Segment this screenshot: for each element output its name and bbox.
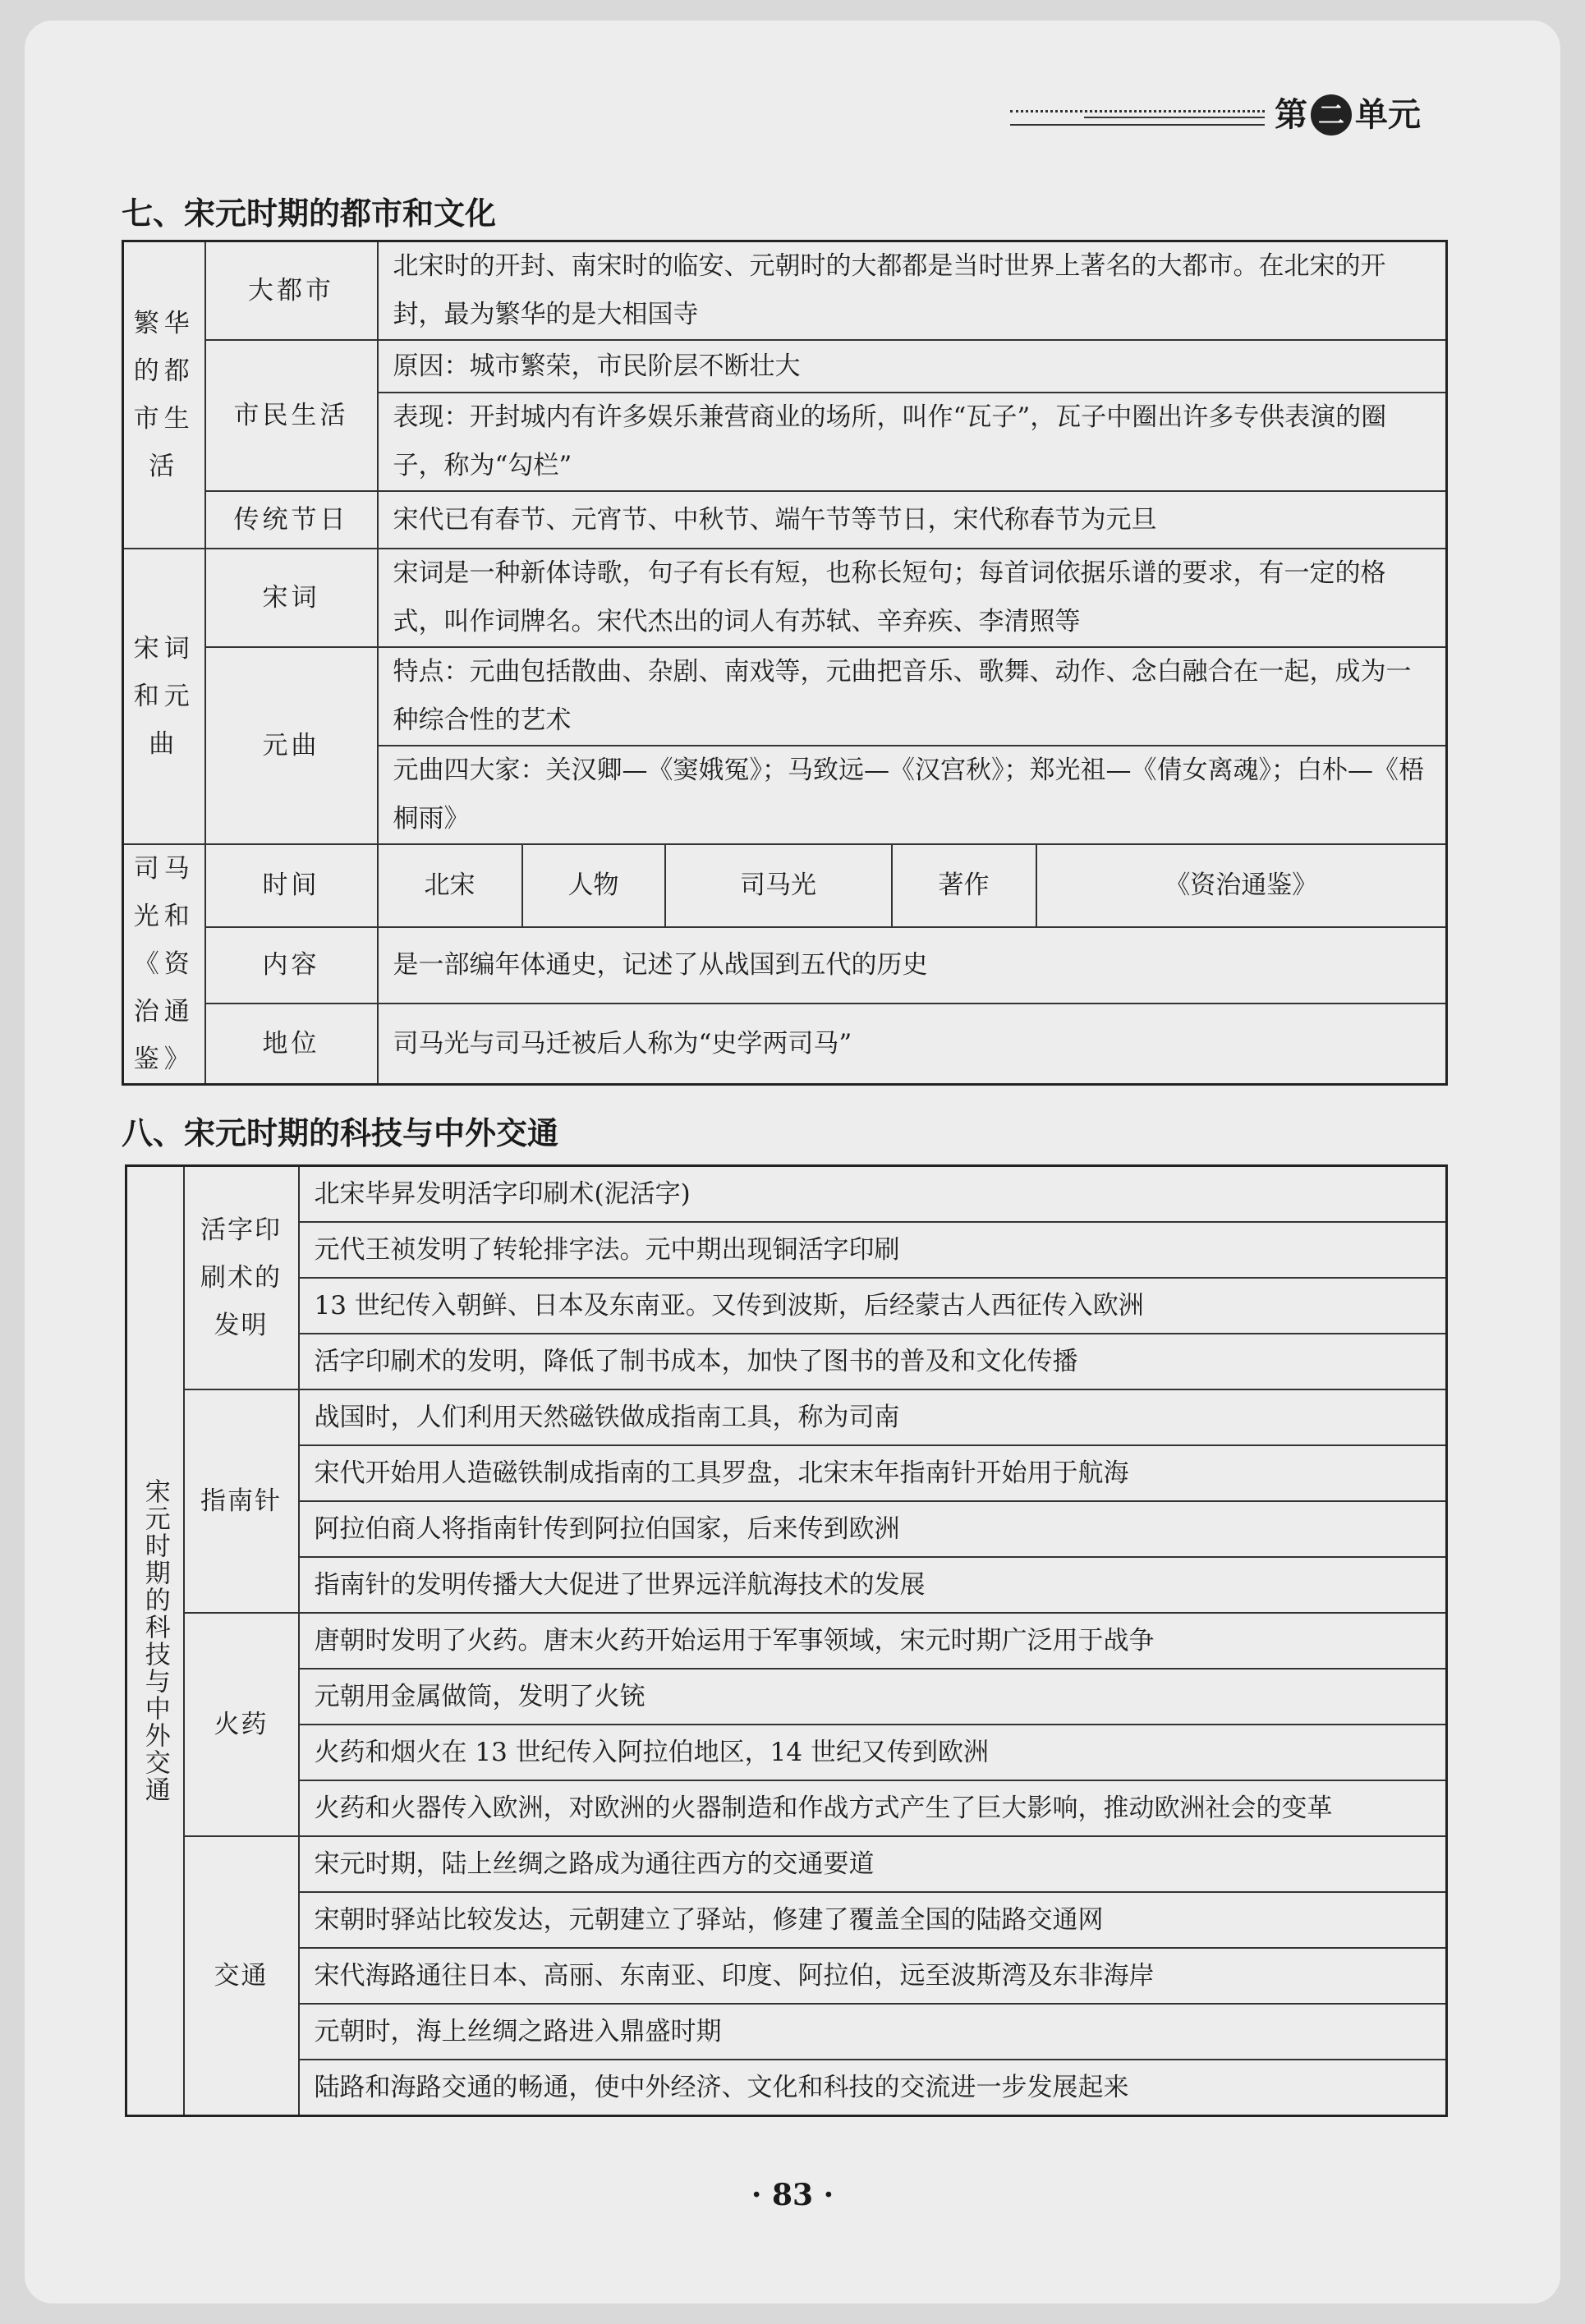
status-label: 地位 [205, 1004, 378, 1085]
transport-item: 元朝时，海上丝绸之路进入鼎盛时期 [299, 2004, 1447, 2060]
transport-item: 宋代海路通往日本、高丽、东南亚、印度、阿拉伯，远至波斯湾及东非海岸 [299, 1948, 1447, 2004]
unit-prefix: 第 [1275, 96, 1307, 134]
festival-label: 传统节日 [205, 491, 378, 549]
big-city-text: 北宋时的开封、南宋时的临安、元朝时的大都都是当时世界上著名的大都市。在北宋的开封，最为繁华的是大相国寺 [378, 241, 1447, 341]
citizen-show: 表现：开封城内有许多娱乐兼营商业的场所，叫作“瓦子”，瓦子中圈出许多专供表演的圈子，称为“勾栏” [378, 393, 1447, 491]
group-label-prosperity: 繁华的都市生活 [123, 241, 205, 549]
work-value: 《资治通鉴》 [1036, 844, 1447, 927]
transport-item: 宋朝时驿站比较发达，元朝建立了驿站，修建了覆盖全国的陆路交通网 [299, 1892, 1447, 1948]
content-label: 内容 [205, 927, 378, 1004]
page-number: · 83 · [751, 2178, 834, 2212]
unit-title [1275, 92, 1421, 138]
group-label-transport: 交通 [184, 1836, 299, 2116]
citizen-label: 市民生活 [205, 340, 378, 491]
time-value: 北宋 [378, 844, 522, 927]
group-label-printing: 活字印刷术的发明 [184, 1166, 299, 1390]
printing-item: 13 世纪传入朝鲜、日本及东南亚。又传到波斯，后经蒙古人西征传入欧洲 [299, 1278, 1447, 1334]
section7-table [122, 240, 1448, 1086]
songci-label: 宋词 [205, 549, 378, 647]
transport-item: 宋元时期，陆上丝绸之路成为通往西方的交通要道 [299, 1836, 1447, 1892]
work-label: 著作 [892, 844, 1036, 927]
unit-header [1010, 92, 1437, 138]
yuanqu-label: 元曲 [205, 647, 378, 844]
section8-title: 八、宋元时期的科技与中外交通 [122, 1115, 559, 1151]
section7-title: 七、宋元时期的都市和文化 [122, 195, 497, 232]
group-label-ci-qu: 宋词和元曲 [123, 549, 205, 844]
time-label: 时间 [205, 844, 378, 927]
section8-table [125, 1164, 1448, 2117]
status-text: 司马光与司马迁被后人称为“史学两司马” [378, 1004, 1447, 1085]
group-label-sima: 司马光和《资治通鉴》 [123, 844, 205, 1085]
compass-item: 阿拉伯商人将指南针传到阿拉伯国家，后来传到欧洲 [299, 1501, 1447, 1557]
unit-suffix: 单元 [1355, 96, 1421, 134]
festival-text: 宋代已有春节、元宵节、中秋节、端午节等节日，宋代称春节为元旦 [378, 491, 1447, 549]
big-city-label: 大都市 [205, 241, 378, 341]
header-rule [1010, 110, 1265, 126]
yuanqu-masters: 元曲四大家：关汉卿—《窦娥冤》；马致远—《汉宫秋》；郑光祖—《倩女离魂》；白朴—《梧桐雨》 [378, 746, 1447, 844]
songci-text: 宋词是一种新体诗歌，句子有长有短，也称长短句；每首词依据乐谱的要求，有一定的格式，叫作词牌名。宋代杰出的词人有苏轼、辛弃疾、李清照等 [378, 549, 1447, 647]
citizen-reason: 原因：城市繁荣，市民阶层不断壮大 [378, 340, 1447, 393]
printing-item: 北宋毕昇发明活字印刷术(泥活字) [299, 1166, 1447, 1223]
unit-number: 二 [1311, 94, 1352, 135]
transport-item: 陆路和海路交通的畅通，使中外经济、文化和科技的交流进一步发展起来 [299, 2060, 1447, 2116]
yuanqu-feature: 特点：元曲包括散曲、杂剧、南戏等，元曲把音乐、歌舞、动作、念白融合在一起，成为一种综合性的艺术 [378, 647, 1447, 746]
compass-item: 宋代开始用人造磁铁制成指南的工具罗盘，北宋末年指南针开始用于航海 [299, 1445, 1447, 1501]
content-text: 是一部编年体通史，记述了从战国到五代的历史 [378, 927, 1447, 1004]
person-label: 人物 [522, 844, 665, 927]
gunpowder-item: 火药和烟火在 13 世纪传入阿拉伯地区，14 世纪又传到欧洲 [299, 1725, 1447, 1780]
person-value: 司马光 [665, 844, 892, 927]
compass-item: 指南针的发明传播大大促进了世界远洋航海技术的发展 [299, 1557, 1447, 1613]
printing-item: 活字印刷术的发明，降低了制书成本，加快了图书的普及和文化传播 [299, 1334, 1447, 1389]
gunpowder-item: 元朝用金属做筒，发明了火铳 [299, 1669, 1447, 1725]
group-label-compass: 指南针 [184, 1389, 299, 1613]
gunpowder-item: 唐朝时发明了火药。唐末火药开始运用于军事领域，宋元时期广泛用于战争 [299, 1613, 1447, 1669]
gunpowder-item: 火药和火器传入欧洲，对欧洲的火器制造和作战方式产生了巨大影响，推动欧洲社会的变革 [299, 1780, 1447, 1836]
group-label-gunpowder: 火药 [184, 1613, 299, 1836]
printing-item: 元代王祯发明了转轮排字法。元中期出现铜活字印刷 [299, 1222, 1447, 1278]
side-label: 宋元时期的科技与中外交通 [140, 1478, 170, 1803]
side-label-cell [126, 1166, 184, 2116]
compass-item: 战国时，人们利用天然磁铁做成指南工具，称为司南 [299, 1389, 1447, 1445]
